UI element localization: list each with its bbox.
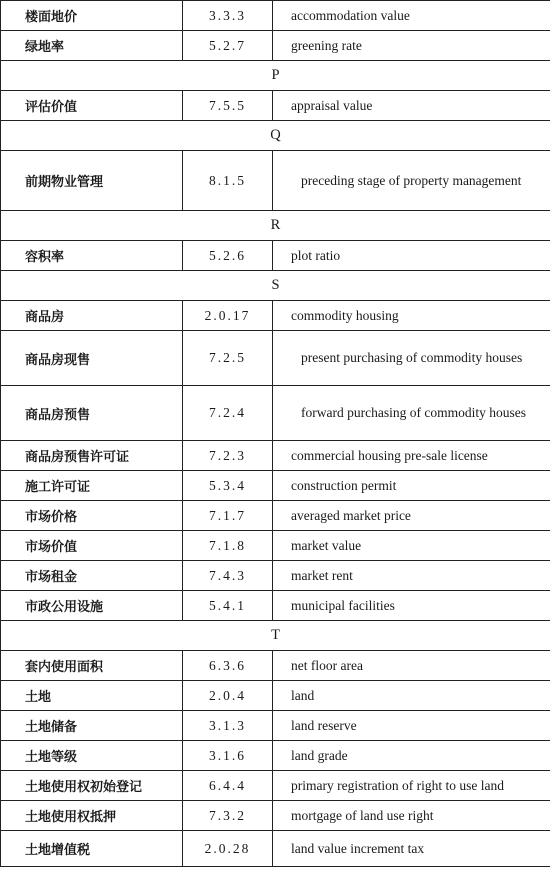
english-term: accommodation value [273, 1, 550, 31]
chinese-term: 商品房预售 [1, 386, 183, 441]
glossary-row [1, 771, 550, 801]
glossary-row [1, 331, 550, 386]
english-term: commercial housing pre-sale license [273, 441, 550, 471]
glossary-row [1, 831, 550, 867]
glossary-row [1, 301, 550, 331]
english-term: forward purchasing of commodity houses [273, 386, 550, 441]
chinese-term: 市场价格 [1, 501, 183, 531]
clause-number: 2.0.28 [183, 831, 273, 867]
chinese-term: 施工许可证 [1, 471, 183, 501]
clause-number: 3.1.6 [183, 741, 273, 771]
clause-number: 7.2.5 [183, 331, 273, 386]
chinese-term: 评估价值 [1, 91, 183, 121]
glossary-row [1, 31, 550, 61]
clause-number: 7.1.8 [183, 531, 273, 561]
english-term: primary registration of right to use land [273, 771, 550, 801]
clause-number: 2.0.4 [183, 681, 273, 711]
chinese-term: 市场价值 [1, 531, 183, 561]
clause-number: 5.4.1 [183, 591, 273, 621]
glossary-row [1, 531, 550, 561]
english-term: plot ratio [273, 241, 550, 271]
clause-number: 7.1.7 [183, 501, 273, 531]
letter-group-row [1, 211, 550, 241]
chinese-term: 土地等级 [1, 741, 183, 771]
chinese-term: 土地使用权抵押 [1, 801, 183, 831]
clause-number: 7.4.3 [183, 561, 273, 591]
letter-group-row [1, 121, 550, 151]
clause-number: 7.2.4 [183, 386, 273, 441]
english-term: construction permit [273, 471, 550, 501]
chinese-term: 商品房 [1, 301, 183, 331]
chinese-term: 楼面地价 [1, 1, 183, 31]
english-term: land reserve [273, 711, 550, 741]
glossary-row [1, 561, 550, 591]
english-term: commodity housing [273, 301, 550, 331]
letter-group-row [1, 621, 550, 651]
clause-number: 5.2.6 [183, 241, 273, 271]
chinese-term: 市场租金 [1, 561, 183, 591]
chinese-term: 商品房现售 [1, 331, 183, 386]
clause-number: 5.2.7 [183, 31, 273, 61]
english-term: greening rate [273, 31, 550, 61]
chinese-term: 绿地率 [1, 31, 183, 61]
english-term: net floor area [273, 651, 550, 681]
english-term: preceding stage of property management [273, 151, 550, 211]
chinese-term: 市政公用设施 [1, 591, 183, 621]
clause-number: 8.1.5 [183, 151, 273, 211]
letter-heading: T [1, 621, 550, 651]
letter-group-row [1, 61, 550, 91]
english-term: mortgage of land use right [273, 801, 550, 831]
clause-number: 3.1.3 [183, 711, 273, 741]
glossary-row [1, 801, 550, 831]
glossary-row [1, 651, 550, 681]
english-term: market value [273, 531, 550, 561]
chinese-term: 土地使用权初始登记 [1, 771, 183, 801]
english-term: land [273, 681, 550, 711]
english-term: municipal facilities [273, 591, 550, 621]
clause-number: 5.3.4 [183, 471, 273, 501]
english-term: averaged market price [273, 501, 550, 531]
glossary-row [1, 591, 550, 621]
glossary-row [1, 711, 550, 741]
chinese-term: 前期物业管理 [1, 151, 183, 211]
clause-number: 2.0.17 [183, 301, 273, 331]
glossary-row [1, 501, 550, 531]
chinese-term: 商品房预售许可证 [1, 441, 183, 471]
letter-heading: S [1, 271, 550, 301]
glossary-row [1, 681, 550, 711]
letter-heading: Q [1, 121, 550, 151]
english-term: market rent [273, 561, 550, 591]
glossary-body [1, 1, 550, 867]
glossary-row [1, 151, 550, 211]
glossary-row [1, 386, 550, 441]
clause-number: 7.2.3 [183, 441, 273, 471]
chinese-term: 容积率 [1, 241, 183, 271]
glossary-row [1, 741, 550, 771]
clause-number: 6.4.4 [183, 771, 273, 801]
letter-heading: R [1, 211, 550, 241]
clause-number: 3.3.3 [183, 1, 273, 31]
chinese-term: 土地 [1, 681, 183, 711]
chinese-term: 套内使用面积 [1, 651, 183, 681]
glossary-row [1, 441, 550, 471]
english-term: land grade [273, 741, 550, 771]
glossary-row [1, 241, 550, 271]
chinese-term: 土地增值税 [1, 831, 183, 867]
english-term: present purchasing of commodity houses [273, 331, 550, 386]
glossary-row [1, 91, 550, 121]
clause-number: 7.5.5 [183, 91, 273, 121]
chinese-term: 土地储备 [1, 711, 183, 741]
clause-number: 7.3.2 [183, 801, 273, 831]
clause-number: 6.3.6 [183, 651, 273, 681]
letter-heading: P [1, 61, 550, 91]
letter-group-row [1, 271, 550, 301]
english-term: appraisal value [273, 91, 550, 121]
glossary-row [1, 1, 550, 31]
english-term: land value increment tax [273, 831, 550, 867]
glossary-row [1, 471, 550, 501]
